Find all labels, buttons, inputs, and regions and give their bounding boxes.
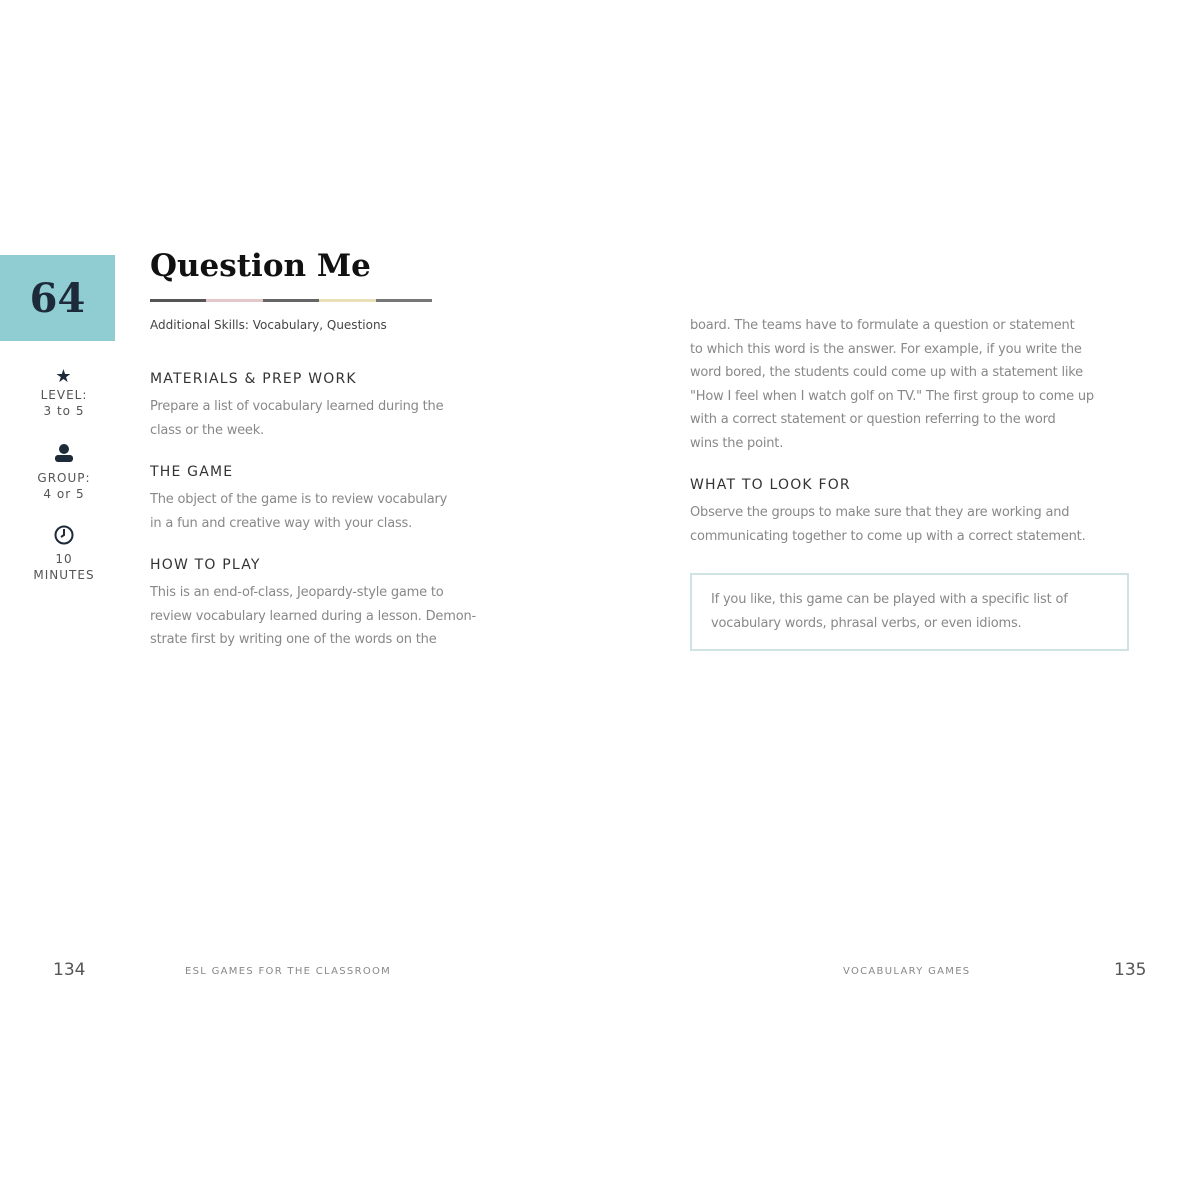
text-line: vocabulary words, phrasal verbs, or even idioms.: [711, 615, 1022, 631]
tip-text: [711, 588, 1127, 635]
look-for-heading: WHAT TO LOOK FOR: [690, 477, 851, 493]
page-title: Question Me: [150, 248, 371, 284]
text-line: If you like, this game can be played with a specific list of: [711, 592, 1068, 607]
level-label: LEVEL:: [40, 388, 88, 402]
text-line: with a correct statement or question referring to the word: [690, 412, 1056, 427]
text-line: The object of the game is to review vocabulary: [150, 492, 448, 507]
rule-segment: [206, 299, 262, 302]
group-info: [20, 443, 108, 502]
text-line: Prepare a list of vocabulary learned during the: [150, 399, 444, 414]
text-line: board. The teams have to formulate a question or statement: [690, 318, 1075, 333]
how-to-play-heading: HOW TO PLAY: [150, 557, 261, 573]
title-rule: [150, 299, 432, 302]
additional-skills: Additional Skills: Vocabulary, Questions: [150, 318, 387, 332]
text-line: "How I feel when I watch golf on TV." The first group to come up: [690, 388, 1094, 404]
time-value: 10: [55, 552, 73, 566]
time-info: [20, 524, 108, 583]
game-text: [150, 488, 447, 535]
tip-box: [690, 573, 1129, 651]
materials-heading: MATERIALS & PREP WORK: [150, 371, 357, 387]
right-page-number: 135: [1114, 960, 1147, 980]
star-icon: ★: [55, 366, 73, 387]
rule-segment: [319, 299, 375, 302]
text-line: class or the week.: [150, 422, 264, 438]
rule-segment: [150, 299, 206, 302]
left-running-title: ESL GAMES FOR THE CLASSROOM: [185, 966, 392, 977]
group-value: 4 or 5: [43, 487, 85, 501]
text-line: review vocabulary learned during a lesson. Demon-: [150, 608, 476, 624]
level-info: [20, 367, 108, 419]
clock-icon: [20, 524, 108, 551]
left-page-number: 134: [53, 960, 86, 980]
time-label: MINUTES: [33, 568, 95, 582]
text-line: word bored, the students could come up with a statement like: [690, 365, 1083, 380]
text-line: wins the point.: [690, 435, 784, 451]
rule-segment: [263, 299, 319, 302]
level-value: 3 to 5: [43, 404, 85, 418]
text-line: to which this word is the answer. For example, if you write the: [690, 341, 1082, 357]
how-to-play-text-continued: [690, 314, 1094, 455]
text-line: in a fun and creative way with your class.: [150, 515, 413, 531]
text-line: strate first by writing one of the words on the: [150, 632, 437, 647]
right-running-title: VOCABULARY GAMES: [843, 966, 971, 977]
rule-segment: [376, 299, 432, 302]
game-heading: THE GAME: [150, 464, 234, 480]
text-line: This is an end-of-class, Jeopardy-style game to: [150, 585, 444, 600]
text-line: communicating together to come up with a correct statement.: [690, 528, 1086, 544]
how-to-play-text: [150, 581, 476, 652]
activity-number: 64: [29, 274, 86, 322]
look-for-text: [690, 501, 1086, 548]
person-icon: [20, 443, 108, 470]
text-line: Observe the groups to make sure that they are working and: [690, 505, 1070, 520]
activity-number-box: [0, 255, 115, 341]
group-label: GROUP:: [37, 471, 91, 485]
materials-text: [150, 395, 443, 442]
